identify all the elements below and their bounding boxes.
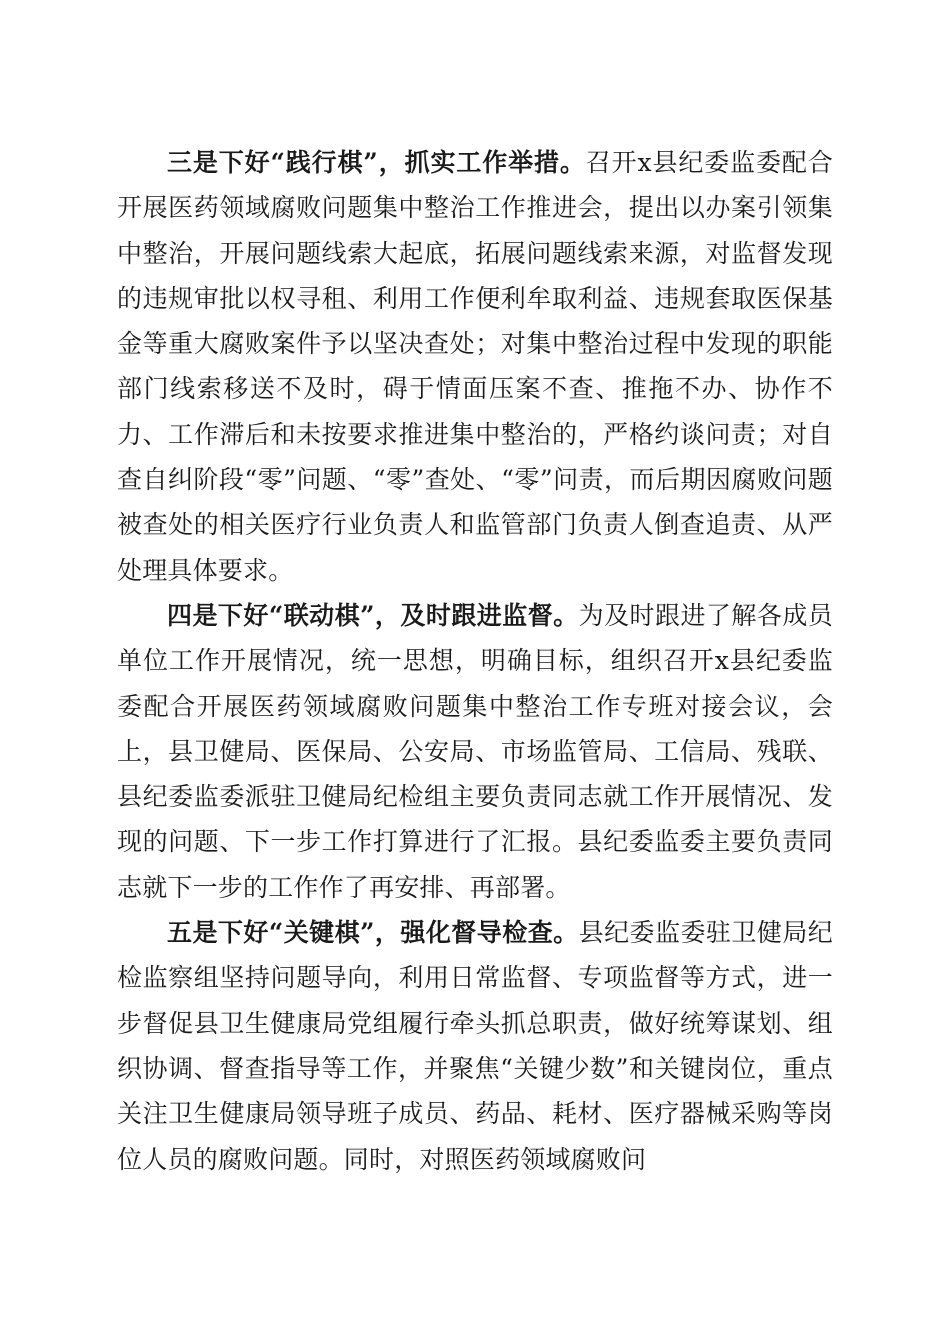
paragraph-practice bbox=[117, 140, 833, 593]
paragraph-body: 县纪委监委驻卫健局纪检监察组坚持问题导向，利用日常监督、专项监督等方式，进一步督促县卫生健康局党组履行牵头抓总职责，做好统筹谋划、组织协调、督查指导等工作，并聚焦“关键少数”和关键岗位，重点关注卫生健康局领导班子成员、药品、耗材、医疗器械采购等岗位人员的腐败问题。同时，对照医药领域腐败问 bbox=[117, 918, 833, 1174]
paragraph-body: 召开x县纪委监委配合开展医药领域腐败问题集中整治工作推进会，提出以办案引领集中整治，开展问题线索大起底，拓展问题线索来源，对监督发现的违规审批以权寻租、利用工作便利牟取利益、违规套取医保基金等重大腐败案件予以坚决查处；对集中整治过程中发现的职能部门线索移送不及时，碍于情面压案不查、推拖不办、协作不力、工作滞后和未按要求推进集中整治的，严格约谈问责；对自查自纠阶段“零”问题、“零”查处、“零”问责，而后期因腐败问题被查处的相关医疗行业负责人和监管部门负责人倒查追责、从严处理具体要求。 bbox=[117, 148, 833, 585]
paragraph-lead: 四是下好“联动棋”，及时跟进监督。 bbox=[167, 600, 579, 630]
paragraph-linkage bbox=[117, 593, 833, 910]
paragraph-key bbox=[117, 910, 833, 1182]
paragraph-body: 为及时跟进了解各成员单位工作开展情况，统一思想，明确目标，组织召开x县纪委监委配合开展医药领域腐败问题集中整治工作专班对接会议，会上，县卫健局、医保局、公安局、市场监管局、工信局、残联、县纪委监委派驻卫健局纪检组主要负责同志就工作开展情况、发现的问题、下一步工作打算进行了汇报。县纪委监委主要负责同志就下一步的工作作了再安排、再部署。 bbox=[117, 600, 833, 902]
paragraph-lead: 三是下好“践行棋”，抓实工作举措。 bbox=[167, 148, 586, 177]
document-body bbox=[117, 140, 833, 1182]
paragraph-lead: 五是下好“关键棋”，强化督导检查。 bbox=[167, 918, 579, 948]
